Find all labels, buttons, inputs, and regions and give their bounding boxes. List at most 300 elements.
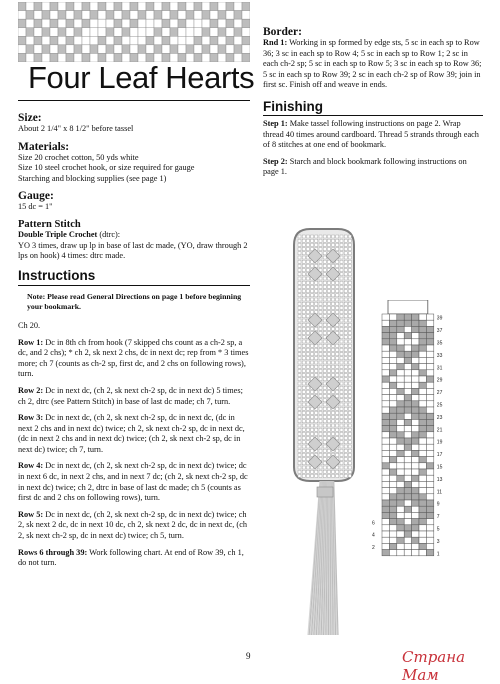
chart-cell <box>404 401 411 407</box>
chart-cell <box>382 382 389 388</box>
chart-cell <box>412 432 419 438</box>
mesh-cell <box>332 294 335 297</box>
mesh-cell <box>332 306 335 309</box>
mesh-cell <box>323 466 326 469</box>
deco-cell <box>98 45 106 54</box>
mesh-cell <box>302 420 305 423</box>
mesh-cell <box>302 311 305 314</box>
mesh-cell <box>323 252 326 255</box>
deco-cell <box>186 28 194 37</box>
chart-cell <box>389 537 396 543</box>
mesh-cell <box>298 420 301 423</box>
mesh-cell <box>340 378 343 381</box>
mesh-cell <box>340 424 343 427</box>
deco-cell <box>66 28 74 37</box>
chart-cell <box>426 481 433 487</box>
chart-cell <box>419 401 426 407</box>
deco-cell <box>138 28 146 37</box>
mesh-cell <box>323 311 326 314</box>
mesh-cell <box>340 281 343 284</box>
deco-cell <box>130 11 138 20</box>
mesh-cell <box>311 290 314 293</box>
deco-cell <box>210 19 218 28</box>
mesh-cell <box>340 382 343 385</box>
deco-cell <box>106 19 114 28</box>
mesh-cell <box>348 390 351 393</box>
mesh-cell <box>336 390 339 393</box>
mesh-cell <box>340 470 343 473</box>
mesh-cell <box>323 416 326 419</box>
deco-cell <box>242 11 250 20</box>
mesh-cell <box>340 285 343 288</box>
mesh-cell <box>315 411 318 414</box>
chart-cell <box>412 382 419 388</box>
deco-cell <box>234 45 242 54</box>
mesh-cell <box>336 357 339 360</box>
mesh-cell <box>344 420 347 423</box>
size-text: About 2 1/4" x 8 1/2" before tassel <box>18 124 250 135</box>
chart-cell <box>419 426 426 432</box>
mesh-cell <box>327 243 330 246</box>
mesh-cell <box>336 311 339 314</box>
mesh-cell <box>340 323 343 326</box>
mesh-cell <box>302 462 305 465</box>
mesh-cell <box>336 365 339 368</box>
mesh-cell <box>336 416 339 419</box>
chart-row-label-right: 29 <box>437 378 443 384</box>
deco-cell <box>154 2 162 11</box>
mesh-cell <box>340 399 343 402</box>
mesh-cell <box>327 361 330 364</box>
mesh-cell <box>319 470 322 473</box>
mesh-cell <box>340 357 343 360</box>
mesh-cell <box>302 378 305 381</box>
deco-cell <box>226 36 234 45</box>
mesh-cell <box>306 449 309 452</box>
chart-cell <box>382 537 389 543</box>
mesh-cell <box>298 424 301 427</box>
mesh-cell <box>319 390 322 393</box>
mesh-cell <box>302 361 305 364</box>
mesh-cell <box>298 290 301 293</box>
mesh-cell <box>348 449 351 452</box>
chart-cell <box>389 376 396 382</box>
materials-line: Size 10 steel crochet hook, or size required for gauge <box>18 163 250 174</box>
chart-cell <box>382 432 389 438</box>
mesh-cell <box>323 411 326 414</box>
chart-cell <box>426 550 433 556</box>
chart-cell <box>419 314 426 320</box>
deco-cell <box>106 28 114 37</box>
chart-cell <box>419 320 426 326</box>
mesh-cell <box>348 353 351 356</box>
page-number: 9 <box>246 651 251 661</box>
deco-cell <box>194 19 202 28</box>
mesh-cell <box>302 353 305 356</box>
chart-cell <box>389 438 396 444</box>
mesh-cell <box>348 441 351 444</box>
mesh-cell <box>336 264 339 267</box>
instructions-heading: Instructions <box>18 268 250 283</box>
deco-cell <box>234 2 242 11</box>
mesh-cell <box>344 340 347 343</box>
deco-cell <box>218 11 226 20</box>
mesh-cell <box>302 336 305 339</box>
chart-cell <box>397 407 404 413</box>
mesh-cell <box>302 298 305 301</box>
mesh-cell <box>340 390 343 393</box>
mesh-cell <box>302 441 305 444</box>
mesh-cell <box>332 374 335 377</box>
chart-cell <box>426 333 433 339</box>
mesh-cell <box>344 474 347 477</box>
mesh-cell <box>344 298 347 301</box>
chart-cell <box>419 395 426 401</box>
chart-cell <box>389 339 396 345</box>
chart-row-label-right: 11 <box>437 489 442 495</box>
deco-cell <box>106 2 114 11</box>
mesh-cell <box>348 260 351 263</box>
mesh-cell <box>348 474 351 477</box>
chart-cell <box>404 314 411 320</box>
deco-cell <box>130 2 138 11</box>
mesh-cell <box>332 239 335 242</box>
deco-cell <box>82 19 90 28</box>
chart-cell <box>412 457 419 463</box>
mesh-cell <box>315 361 318 364</box>
chart-cell <box>404 531 411 537</box>
mesh-cell <box>315 302 318 305</box>
chart-cell <box>412 500 419 506</box>
mesh-cell <box>327 327 330 330</box>
mesh-cell <box>323 269 326 272</box>
chart-cell <box>419 413 426 419</box>
chart-cell <box>419 481 426 487</box>
mesh-cell <box>323 260 326 263</box>
mesh-cell <box>306 252 309 255</box>
mesh-cell <box>332 281 335 284</box>
chart-cell <box>404 407 411 413</box>
mesh-cell <box>344 235 347 238</box>
mesh-cell <box>306 361 309 364</box>
deco-cell <box>42 36 50 45</box>
deco-cell <box>58 11 66 20</box>
chart-row-label-left: 2 <box>372 545 375 551</box>
mesh-cell <box>323 239 326 242</box>
mesh-cell <box>323 336 326 339</box>
chart-cell <box>389 525 396 531</box>
chart-cell <box>389 382 396 388</box>
deco-cell <box>82 36 90 45</box>
mesh-cell <box>306 277 309 280</box>
mesh-cell <box>302 340 305 343</box>
chart-cell <box>404 525 411 531</box>
chart-cell <box>426 413 433 419</box>
mesh-cell <box>311 365 314 368</box>
mesh-cell <box>319 277 322 280</box>
mesh-cell <box>319 298 322 301</box>
chart-cell <box>382 525 389 531</box>
mesh-cell <box>306 332 309 335</box>
mesh-cell <box>344 395 347 398</box>
deco-cell <box>18 2 26 11</box>
chart-row-label-right: 31 <box>437 365 443 371</box>
mesh-cell <box>327 369 330 372</box>
chart-cell <box>397 413 404 419</box>
mesh-cell <box>336 353 339 356</box>
chart-cell <box>426 419 433 425</box>
bookmark-photo <box>270 225 378 645</box>
mesh-cell <box>319 281 322 284</box>
deco-cell <box>74 36 82 45</box>
chart-cell <box>404 463 411 469</box>
mesh-cell <box>319 327 322 330</box>
deco-cell <box>186 11 194 20</box>
mesh-cell <box>319 290 322 293</box>
mesh-cell <box>340 235 343 238</box>
chart-cell <box>389 543 396 549</box>
materials-line: Size 20 crochet cotton, 50 yds white <box>18 153 250 164</box>
mesh-cell <box>344 378 347 381</box>
mesh-cell <box>298 323 301 326</box>
mesh-cell <box>323 390 326 393</box>
chart-cell <box>426 370 433 376</box>
mesh-cell <box>306 323 309 326</box>
mesh-cell <box>323 437 326 440</box>
chart-cell <box>397 494 404 500</box>
deco-cell <box>170 2 178 11</box>
chart-cell <box>426 475 433 481</box>
chart-cell <box>404 345 411 351</box>
mesh-cell <box>306 378 309 381</box>
mesh-cell <box>323 277 326 280</box>
chart-cell <box>426 543 433 549</box>
mesh-cell <box>298 361 301 364</box>
mesh-cell <box>336 466 339 469</box>
deco-cell <box>18 45 26 54</box>
chart-cell <box>412 413 419 419</box>
deco-cell <box>234 11 242 20</box>
mesh-cell <box>348 264 351 267</box>
chart-cell <box>412 333 419 339</box>
chart-cell <box>404 450 411 456</box>
mesh-cell <box>340 386 343 389</box>
mesh-cell <box>298 269 301 272</box>
deco-cell <box>42 19 50 28</box>
chart-cell <box>419 475 426 481</box>
mesh-cell <box>302 327 305 330</box>
mesh-cell <box>315 365 318 368</box>
chart-cell <box>382 357 389 363</box>
mesh-cell <box>306 243 309 246</box>
chart-top-arch <box>388 300 428 314</box>
chart-cell <box>389 494 396 500</box>
mesh-cell <box>344 428 347 431</box>
mesh-cell <box>323 294 326 297</box>
chart-cell <box>412 326 419 332</box>
mesh-cell <box>344 365 347 368</box>
mesh-cell <box>323 420 326 423</box>
chart-cell <box>389 463 396 469</box>
chart-cell <box>382 438 389 444</box>
chart-cell <box>397 512 404 518</box>
chart-cell <box>426 525 433 531</box>
mesh-cell <box>323 281 326 284</box>
chart-cell <box>412 401 419 407</box>
chart-cell <box>389 500 396 506</box>
chart-cell <box>419 506 426 512</box>
chart-cell <box>412 426 419 432</box>
chart-cell <box>404 537 411 543</box>
mesh-cell <box>323 290 326 293</box>
deco-cell <box>106 45 114 54</box>
mesh-cell <box>306 302 309 305</box>
mesh-cell <box>332 290 335 293</box>
mesh-cell <box>298 357 301 360</box>
chart-cell <box>412 351 419 357</box>
mesh-cell <box>311 344 314 347</box>
finishing-heading: Finishing <box>263 99 483 114</box>
mesh-cell <box>319 432 322 435</box>
mesh-cell <box>315 243 318 246</box>
mesh-cell <box>306 411 309 414</box>
mesh-cell <box>315 474 318 477</box>
mesh-cell <box>311 281 314 284</box>
mesh-cell <box>298 474 301 477</box>
mesh-cell <box>332 365 335 368</box>
mesh-cell <box>298 470 301 473</box>
mesh-cell <box>311 424 314 427</box>
mesh-cell <box>348 269 351 272</box>
chart-cell <box>389 519 396 525</box>
mesh-cell <box>323 365 326 368</box>
mesh-cell <box>336 474 339 477</box>
mesh-cell <box>311 298 314 301</box>
mesh-cell <box>302 315 305 318</box>
deco-cell <box>98 28 106 37</box>
mesh-cell <box>323 441 326 444</box>
mesh-cell <box>348 458 351 461</box>
chart-cell <box>426 376 433 382</box>
mesh-cell <box>319 311 322 314</box>
mesh-cell <box>302 357 305 360</box>
mesh-cell <box>298 315 301 318</box>
chart-cell <box>382 531 389 537</box>
mesh-cell <box>306 264 309 267</box>
mesh-cell <box>348 348 351 351</box>
mesh-cell <box>348 327 351 330</box>
chart-cell <box>412 314 419 320</box>
chart-cell <box>426 531 433 537</box>
chart-cell <box>426 351 433 357</box>
mesh-cell <box>348 273 351 276</box>
mesh-cell <box>319 466 322 469</box>
deco-cell <box>26 36 34 45</box>
chart-cell <box>382 488 389 494</box>
mesh-cell <box>311 453 314 456</box>
chart-cell <box>404 494 411 500</box>
mesh-cell <box>340 441 343 444</box>
chart-cell <box>419 407 426 413</box>
chart-cell <box>404 543 411 549</box>
mesh-cell <box>340 453 343 456</box>
mesh-cell <box>327 285 330 288</box>
deco-cell <box>210 11 218 20</box>
deco-cell <box>26 28 34 37</box>
deco-cell <box>122 11 130 20</box>
mesh-cell <box>298 239 301 242</box>
chart-row-label-right: 9 <box>437 502 440 508</box>
mesh-cell <box>332 470 335 473</box>
chart-row-label-right: 15 <box>437 465 443 471</box>
deco-cell <box>138 19 146 28</box>
chart-cell <box>404 457 411 463</box>
chart-cell <box>382 512 389 518</box>
decorative-grid-header <box>18 2 250 62</box>
deco-cell <box>82 2 90 11</box>
deco-cell <box>186 45 194 54</box>
chart-cell <box>419 438 426 444</box>
mesh-cell <box>323 386 326 389</box>
mesh-cell <box>319 411 322 414</box>
deco-cell <box>218 2 226 11</box>
mesh-cell <box>336 407 339 410</box>
mesh-cell <box>298 390 301 393</box>
mesh-cell <box>348 340 351 343</box>
mesh-cell <box>348 277 351 280</box>
mesh-cell <box>306 298 309 301</box>
chart-row-label-right: 19 <box>437 440 443 446</box>
mesh-cell <box>306 260 309 263</box>
mesh-cell <box>332 428 335 431</box>
mesh-cell <box>340 298 343 301</box>
mesh-cell <box>344 294 347 297</box>
deco-cell <box>58 28 66 37</box>
chart-cell <box>404 475 411 481</box>
chart-cell <box>382 345 389 351</box>
mesh-cell <box>340 273 343 276</box>
mesh-cell <box>302 466 305 469</box>
mesh-cell <box>348 386 351 389</box>
deco-cell <box>146 28 154 37</box>
mesh-cell <box>298 260 301 263</box>
chart-cell <box>412 357 419 363</box>
chart-cell <box>389 512 396 518</box>
deco-cell <box>138 2 146 11</box>
chart-cell <box>412 537 419 543</box>
mesh-cell <box>306 315 309 318</box>
mesh-cell <box>302 306 305 309</box>
mesh-cell <box>311 361 314 364</box>
mesh-cell <box>336 235 339 238</box>
chart-cell <box>397 506 404 512</box>
chart-cell <box>397 388 404 394</box>
chart-cell <box>382 506 389 512</box>
mesh-cell <box>336 239 339 242</box>
mesh-cell <box>344 466 347 469</box>
mesh-cell <box>306 239 309 242</box>
deco-cell <box>106 36 114 45</box>
chart-cell <box>419 345 426 351</box>
mesh-cell <box>323 273 326 276</box>
mesh-cell <box>344 374 347 377</box>
mesh-cell <box>311 285 314 288</box>
mesh-cell <box>323 319 326 322</box>
mesh-cell <box>306 437 309 440</box>
mesh-cell <box>319 243 322 246</box>
mesh-cell <box>340 411 343 414</box>
mesh-cell <box>298 462 301 465</box>
